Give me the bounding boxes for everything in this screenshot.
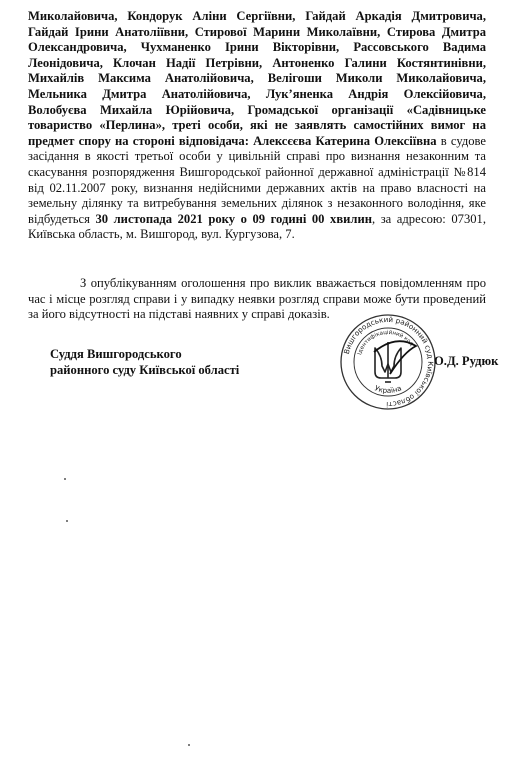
seal-inner-text: Ідентифікаційний код (357, 329, 415, 356)
judge-title-line-1: Суддя Вишгородського (50, 347, 182, 361)
case-description: в судове засідання в якості третьої особи у цивільній справі про визнання незаконним та скасування розпорядження Вишгородської районної державної адміністрації №814 від 02.11.2007 року, визнання недійсними державних актів на право власності на земельну ділянку та витребування земельних ділянок з незаконного володіння, яке відбудеться (28, 133, 486, 226)
seal-outer-text: Вишгородський районний суд Київської області (341, 314, 436, 410)
scan-speck (64, 478, 66, 480)
court-seal-icon (338, 312, 438, 412)
judge-name: О.Д. Рудюк (434, 354, 499, 368)
judge-title (50, 346, 239, 378)
body-paragraph-2: З опублікуванням оголошення про виклик вважається повідомленням про час і місце розгляд справи і у випадку неявки розгляд справи може бути проведений за його відсутності на підставі наявних у справі доказів. (28, 276, 486, 322)
judge-title-line-2: районного суду Київської області (50, 363, 240, 377)
hearing-datetime: 30 листопада 2021 року о 09 годині 00 хвилин (95, 211, 372, 226)
scan-speck (66, 520, 68, 522)
body-paragraph-1 (28, 9, 486, 243)
seal-bottom-text: Україна (373, 383, 403, 395)
scan-speck (188, 744, 190, 746)
hearing-address: , за адресою: 07301, Київська область, м. Вишгород, вул. Кургузова, 7. (28, 211, 486, 242)
parties-list: Миколайовича, Кондорук Аліни Сергіївни, Гайдай Аркадія Дмитровича, Гайдай Ірини Анатоліївни, Стирової Марини Миколаївни, Стирова Дмитра Олександровича, Чухманенко Ірини Вікторівни, Рассовського Вадима Леонідовича, Клочан Надії Петрівни, Антоненко Галини Костянтинівни, Михайлів Максима Анатолійовича, Велігоши Миколи Миколайовича, Мельника Дмитра Анатолійовича, Лук’яненка Андрія Олексійовича, Волобуєва Михайла Юрійовича, Громадської організації «Садівницьке товариство «Перлина», треті особи, які не заявлять самостійних вимог на предмет спору на стороні відповідача: Алексєєва Катерина Олексіївна (28, 9, 486, 148)
